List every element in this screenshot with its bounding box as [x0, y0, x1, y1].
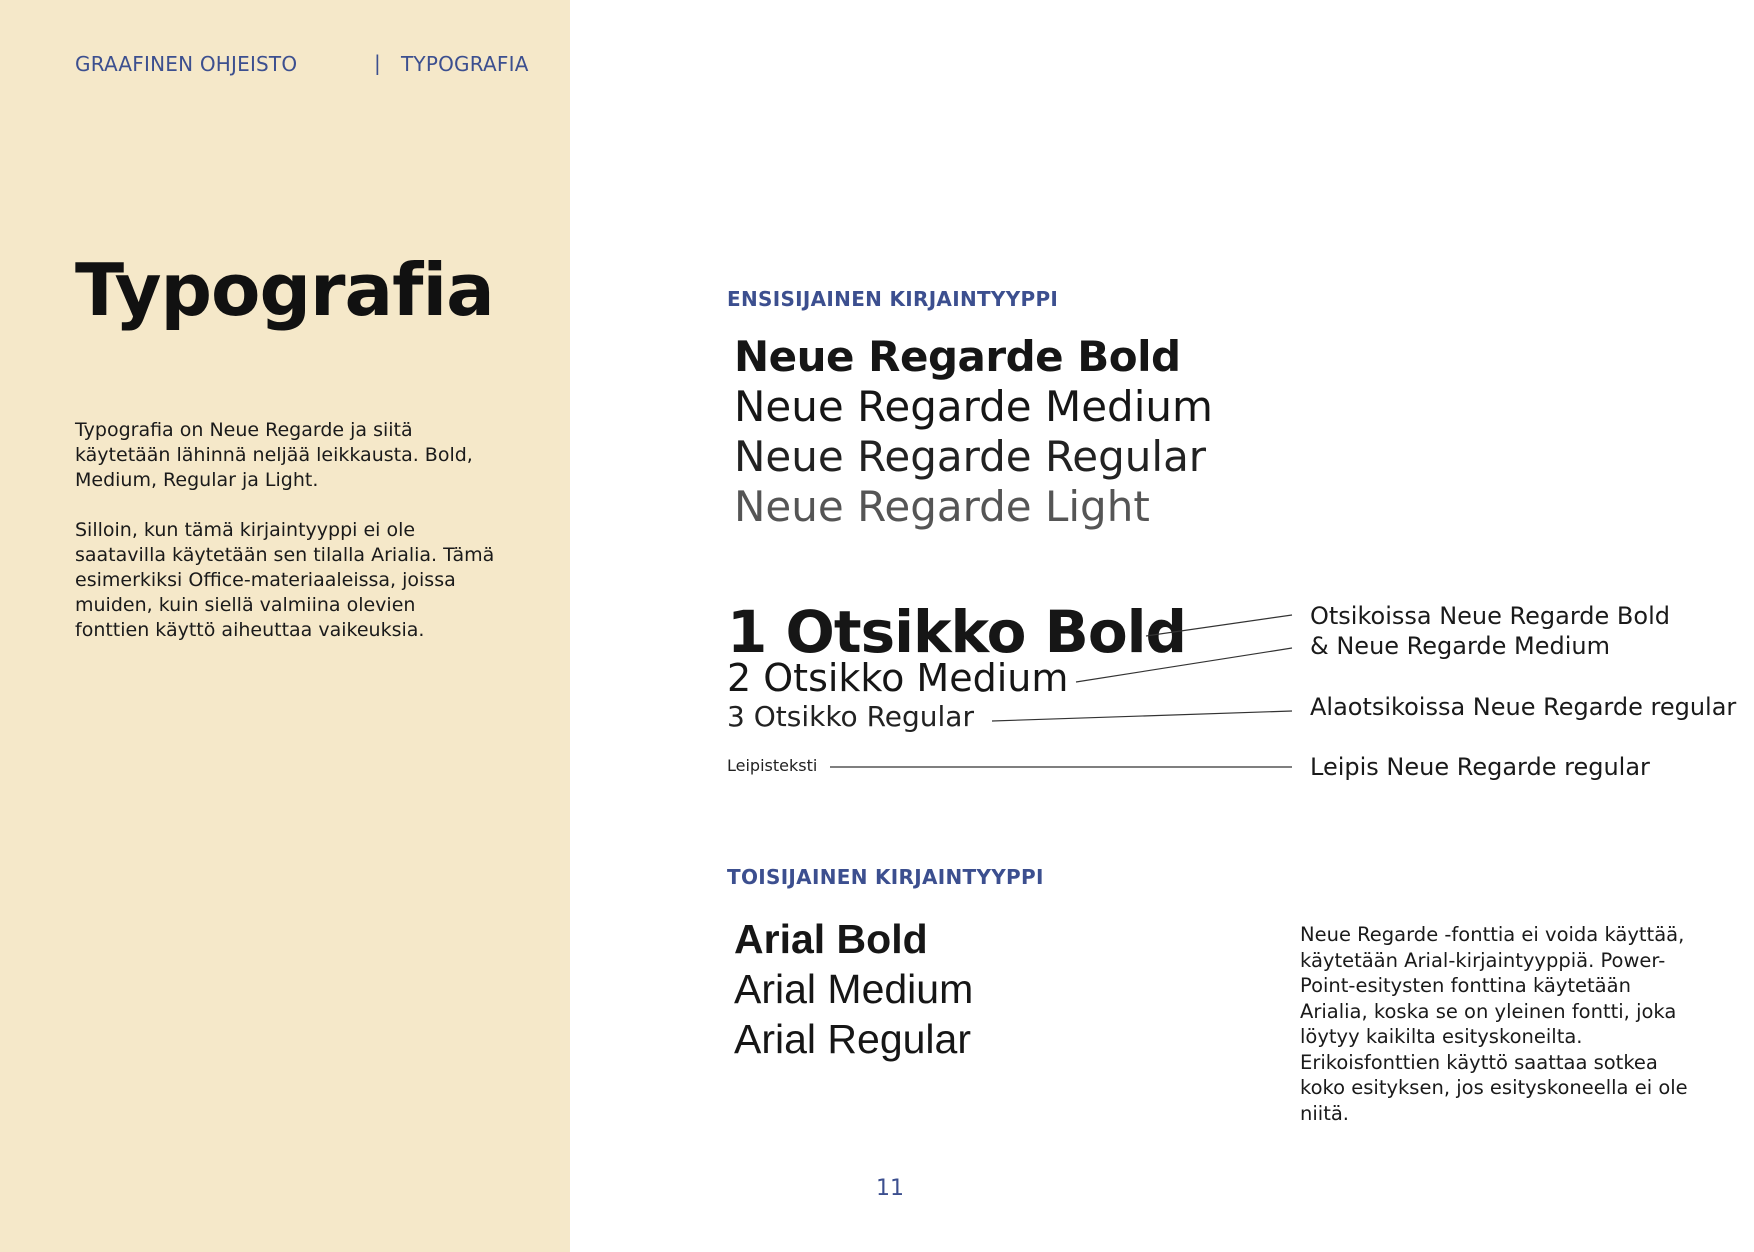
sample-neue-regarde-bold: Neue Regarde Bold [734, 332, 1181, 381]
page-number: 11 [876, 1176, 904, 1201]
sample-arial-bold: Arial Bold [734, 916, 928, 962]
sample-neue-regarde-light: Neue Regarde Light [734, 482, 1150, 531]
sample-neue-regarde-regular: Neue Regarde Regular [734, 432, 1207, 481]
annotation-body: Leipis Neue Regarde regular [1310, 753, 1650, 781]
header-section-title: TYPOGRAFIA [401, 52, 529, 76]
secondary-typeface-note: Neue Regarde -fonttia ei voida käyttää, käytetään Arial-kirjaintyyppiä. Power-Point-esitysten fonttina käytetään Arialia, koska se on yleinen fontti, joka löytyy kaikilta esityskoneilta. Erikoisfonttien käyttö saattaa sotkea koko esityksen, jos esityskoneella ei ole niitä. [1300, 923, 1688, 1125]
heading-1-sample: 1 Otsikko Bold [727, 598, 1187, 666]
annotation-subheadings: Alaotsikoissa Neue Regarde regular [1310, 693, 1737, 721]
heading-3-sample: 3 Otsikko Regular [727, 700, 974, 733]
connector-heading-1 [1146, 615, 1292, 636]
connector-heading-2 [1076, 648, 1292, 682]
header-separator: | [374, 51, 381, 75]
annotation-headings-line-1: Otsikoissa Neue Regarde Bold [1310, 602, 1670, 630]
connector-heading-3 [992, 711, 1292, 721]
secondary-typeface-label: TOISIJAINEN KIRJAINTYYPPI [727, 865, 1044, 889]
annotation-headings-line-2: & Neue Regarde Medium [1310, 632, 1611, 660]
heading-2-sample: 2 Otsikko Medium [727, 656, 1069, 700]
primary-typeface-label: ENSISIJAINEN KIRJAINTYYPPI [727, 287, 1059, 311]
body-text-sample: Leipisteksti [727, 756, 818, 775]
intro-paragraph-1: Typografia on Neue Regarde ja siitä käytetään lähinnä neljää leikkausta. Bold, Medium, Regular ja Light. [75, 419, 473, 491]
intro-paragraph-2: Silloin, kun tämä kirjaintyyppi ei ole saatavilla käytetään sen tilalla Arialia. Tämä esimerkiksi Office-materiaaleissa, joissa muiden, kuin siellä valmiina olevien fonttien käyttö aiheuttaa vaikeuksia. [75, 519, 495, 641]
header-document-title: GRAAFINEN OHJEISTO [75, 52, 298, 76]
sample-arial-regular: Arial Regular [734, 1016, 971, 1062]
sample-neue-regarde-medium: Neue Regarde Medium [734, 382, 1213, 431]
page-title: Typografia [75, 248, 494, 332]
sample-arial-medium: Arial Medium [734, 966, 974, 1012]
